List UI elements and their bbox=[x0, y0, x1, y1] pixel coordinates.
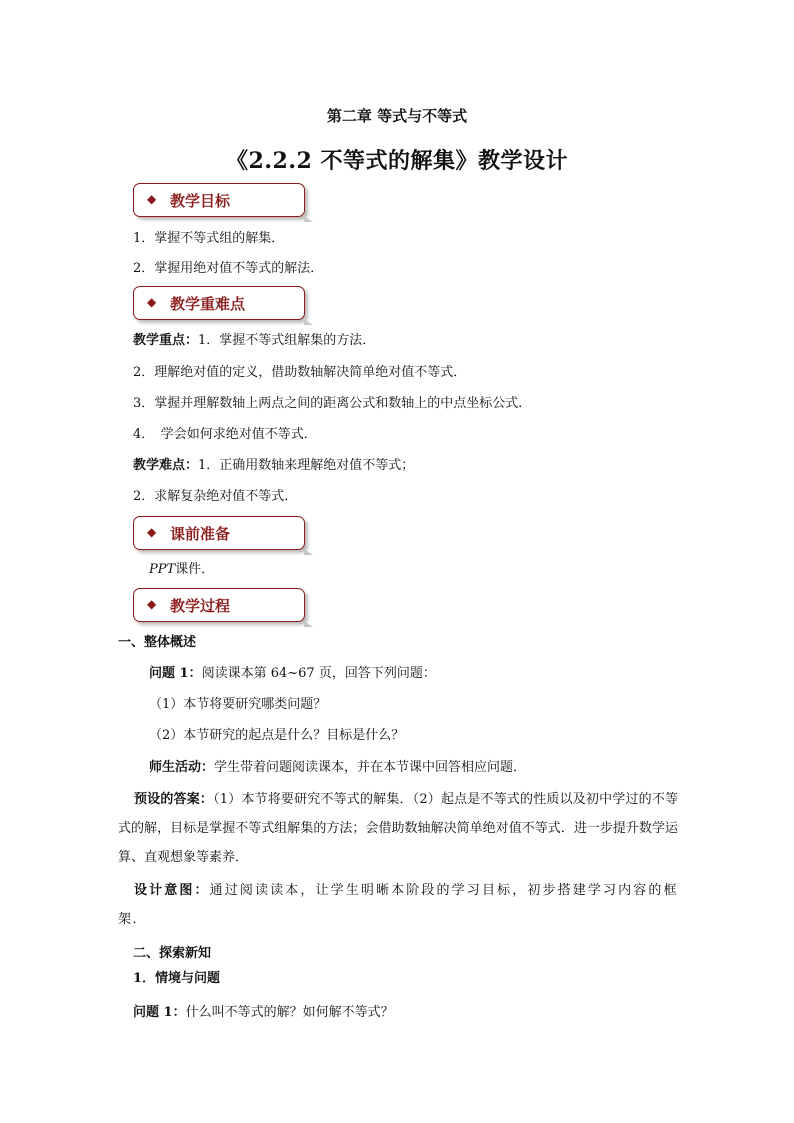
difficulty-text: 1．正确用数轴来理解绝对值不等式； bbox=[198, 458, 415, 473]
ppt-text: PPT bbox=[149, 562, 176, 577]
section-header-keypoints bbox=[133, 286, 305, 320]
activity-text: 学生带着问题阅读课本，并在本节课中回答相应问题． bbox=[214, 760, 527, 775]
document-title: 《2.2.2 不等式的解集》教学设计 bbox=[226, 148, 568, 174]
chapter-heading: 第二章 等式与不等式 bbox=[326, 107, 468, 125]
key-point-item: 2．理解绝对值的定义，借助数轴解决简单绝对值不等式． bbox=[133, 365, 467, 380]
preset-answer-paragraph bbox=[118, 785, 678, 872]
key-point-line bbox=[133, 332, 375, 350]
diamond-icon: ◆ bbox=[147, 295, 157, 309]
section-header-tail bbox=[304, 216, 313, 222]
part1-title: 一、整体概述 bbox=[118, 635, 197, 650]
section-label: 教学过程 bbox=[170, 597, 231, 615]
diamond-icon: ◆ bbox=[147, 597, 157, 611]
diamond-icon: ◆ bbox=[147, 192, 157, 206]
design-intent-paragraph bbox=[118, 876, 678, 934]
difficulty-line bbox=[133, 457, 414, 475]
key-point-text: 1．掌握不等式组解集的方法． bbox=[198, 333, 376, 348]
difficulty-label: 教学难点： bbox=[133, 458, 199, 473]
part2-title: 二、探索新知 bbox=[133, 946, 212, 961]
prep-line bbox=[149, 561, 214, 579]
section-header-prep bbox=[133, 516, 305, 550]
activity-line bbox=[149, 759, 526, 777]
section-label: 教学目标 bbox=[170, 192, 231, 210]
question-sub-2: （2）本节研究的起点是什么？目标是什么？ bbox=[149, 728, 405, 743]
key-point-item: 4． 学会如何求绝对值不等式． bbox=[133, 427, 317, 442]
question-label: 问题 1： bbox=[133, 1005, 186, 1020]
intent-label: 设计意图： bbox=[134, 883, 210, 898]
section-header-process bbox=[133, 588, 305, 622]
question-sub-1: （1）本节将要研究哪类问题？ bbox=[149, 697, 327, 712]
section-label: 课前准备 bbox=[170, 525, 231, 543]
question-1 bbox=[149, 665, 436, 683]
question-2 bbox=[133, 1004, 394, 1022]
section-header-tail bbox=[304, 621, 313, 627]
goal-item: 1．掌握不等式组的解集． bbox=[133, 231, 285, 246]
section-header-tail bbox=[304, 319, 313, 325]
diamond-icon: ◆ bbox=[147, 525, 157, 539]
difficulty-item: 2．求解复杂绝对值不等式． bbox=[133, 489, 298, 504]
key-point-item: 3．掌握并理解数轴上两点之间的距离公式和数轴上的中点坐标公式． bbox=[133, 396, 532, 411]
answer-text: （1）本节将要研究不等式的解集．（2）起点是不等式的性质以及初中学过的不等式的解，目标是掌握不等式组解集的方法；会借助数轴解决简单绝对值不等式．进一步提升数学运算、直观想象等素养． bbox=[118, 792, 678, 865]
section-header-tail bbox=[304, 549, 313, 555]
section-header-goals bbox=[133, 183, 305, 217]
section-label: 教学重难点 bbox=[170, 295, 246, 313]
question-text: 阅读课本第 64~67 页，回答下列问题： bbox=[201, 666, 436, 681]
answer-label: 预设的答案： bbox=[134, 792, 214, 807]
goal-item: 2．掌握用绝对值不等式的解法． bbox=[133, 261, 324, 276]
question-text: 什么叫不等式的解？如何解不等式？ bbox=[185, 1005, 394, 1020]
activity-label: 师生活动： bbox=[149, 760, 215, 775]
key-point-label: 教学重点： bbox=[133, 333, 199, 348]
subsection-title: 1．情境与问题 bbox=[133, 971, 221, 986]
question-label: 问题 1： bbox=[149, 666, 202, 681]
intent-text: 通过阅读读本，让学生明晰本阶段的学习目标，初步搭建学习内容的框架． bbox=[118, 883, 678, 927]
prep-text: 课件． bbox=[175, 562, 215, 577]
